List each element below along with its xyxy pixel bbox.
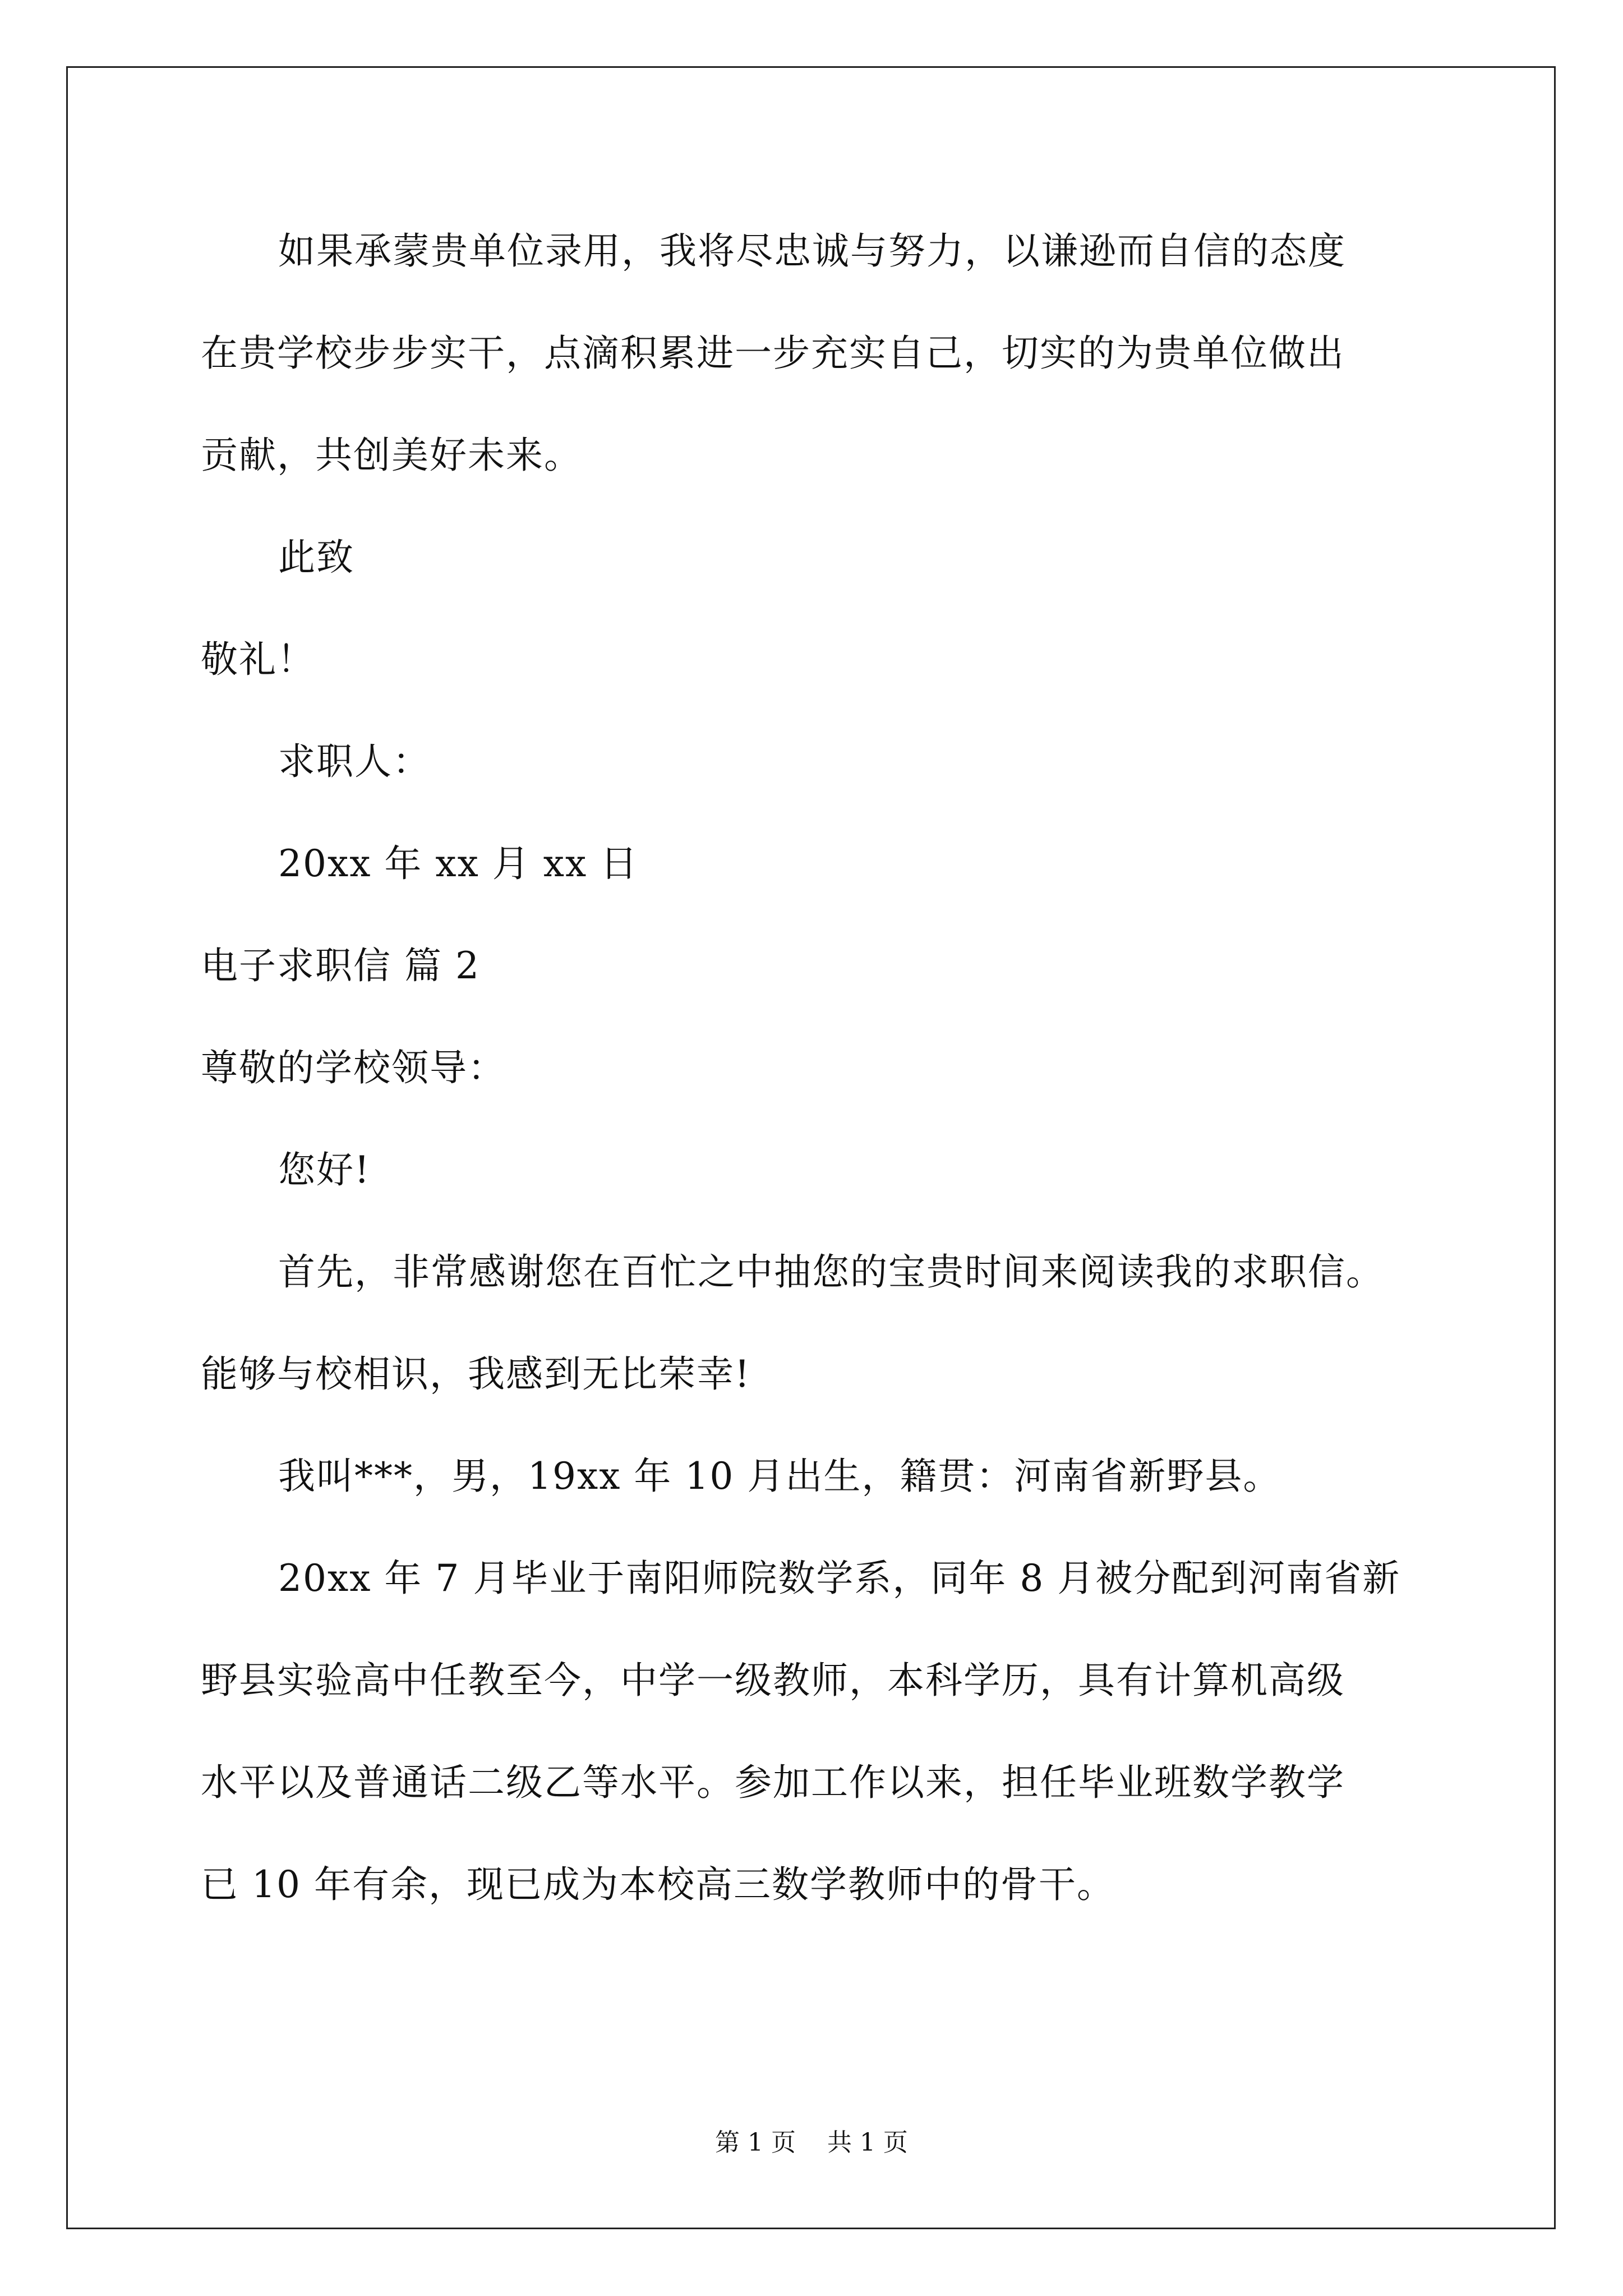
letter-date: 20xx 年 xx 月 xx 日 bbox=[278, 842, 639, 885]
section-title: 电子求职信 篇 2 bbox=[201, 944, 480, 987]
text-line: 如果承蒙贵单位录用，我将尽忠诚与努力，以谦逊而自信的态度 bbox=[278, 229, 1346, 273]
greeting: 您好! bbox=[278, 1148, 371, 1191]
closing-respect: 敬礼！ bbox=[201, 638, 315, 681]
text-line: 20xx 年 7 月毕业于南阳师院数学系，同年 8 月被分配到河南省新 bbox=[278, 1557, 1401, 1600]
closing-salutation: 此致 bbox=[278, 536, 354, 579]
text-line: 已 10 年有余，现已成为本校高三数学教师中的骨干。 bbox=[201, 1863, 1115, 1906]
text-line: 野县实验高中任教至今，中学一级教师，本科学历，具有计算机高级 bbox=[201, 1659, 1345, 1702]
text-line: 我叫***，男，19xx 年 10 月出生，籍贯：河南省新野县。 bbox=[278, 1455, 1281, 1498]
document-body bbox=[201, 218, 1491, 1953]
greeting-recipient: 尊敬的学校领导： bbox=[201, 1046, 506, 1089]
applicant-label: 求职人： bbox=[278, 740, 431, 783]
text-line: 在贵学校步步实干，点滴积累进一步充实自己，切实的为贵单位做出 bbox=[201, 332, 1345, 375]
text-line: 水平以及普通话二级乙等水平。参加工作以来，担任毕业班数学教学 bbox=[201, 1761, 1345, 1804]
text-line: 能够与校相识，我感到无比荣幸! bbox=[201, 1352, 751, 1396]
page-number-footer: 第 1 页 共 1 页 bbox=[715, 2128, 908, 2157]
text-line: 首先，非常感谢您在百忙之中抽您的宝贵时间来阅读我的求职信。 bbox=[278, 1250, 1384, 1294]
text-line: 贡献，共创美好未来。 bbox=[201, 434, 582, 477]
